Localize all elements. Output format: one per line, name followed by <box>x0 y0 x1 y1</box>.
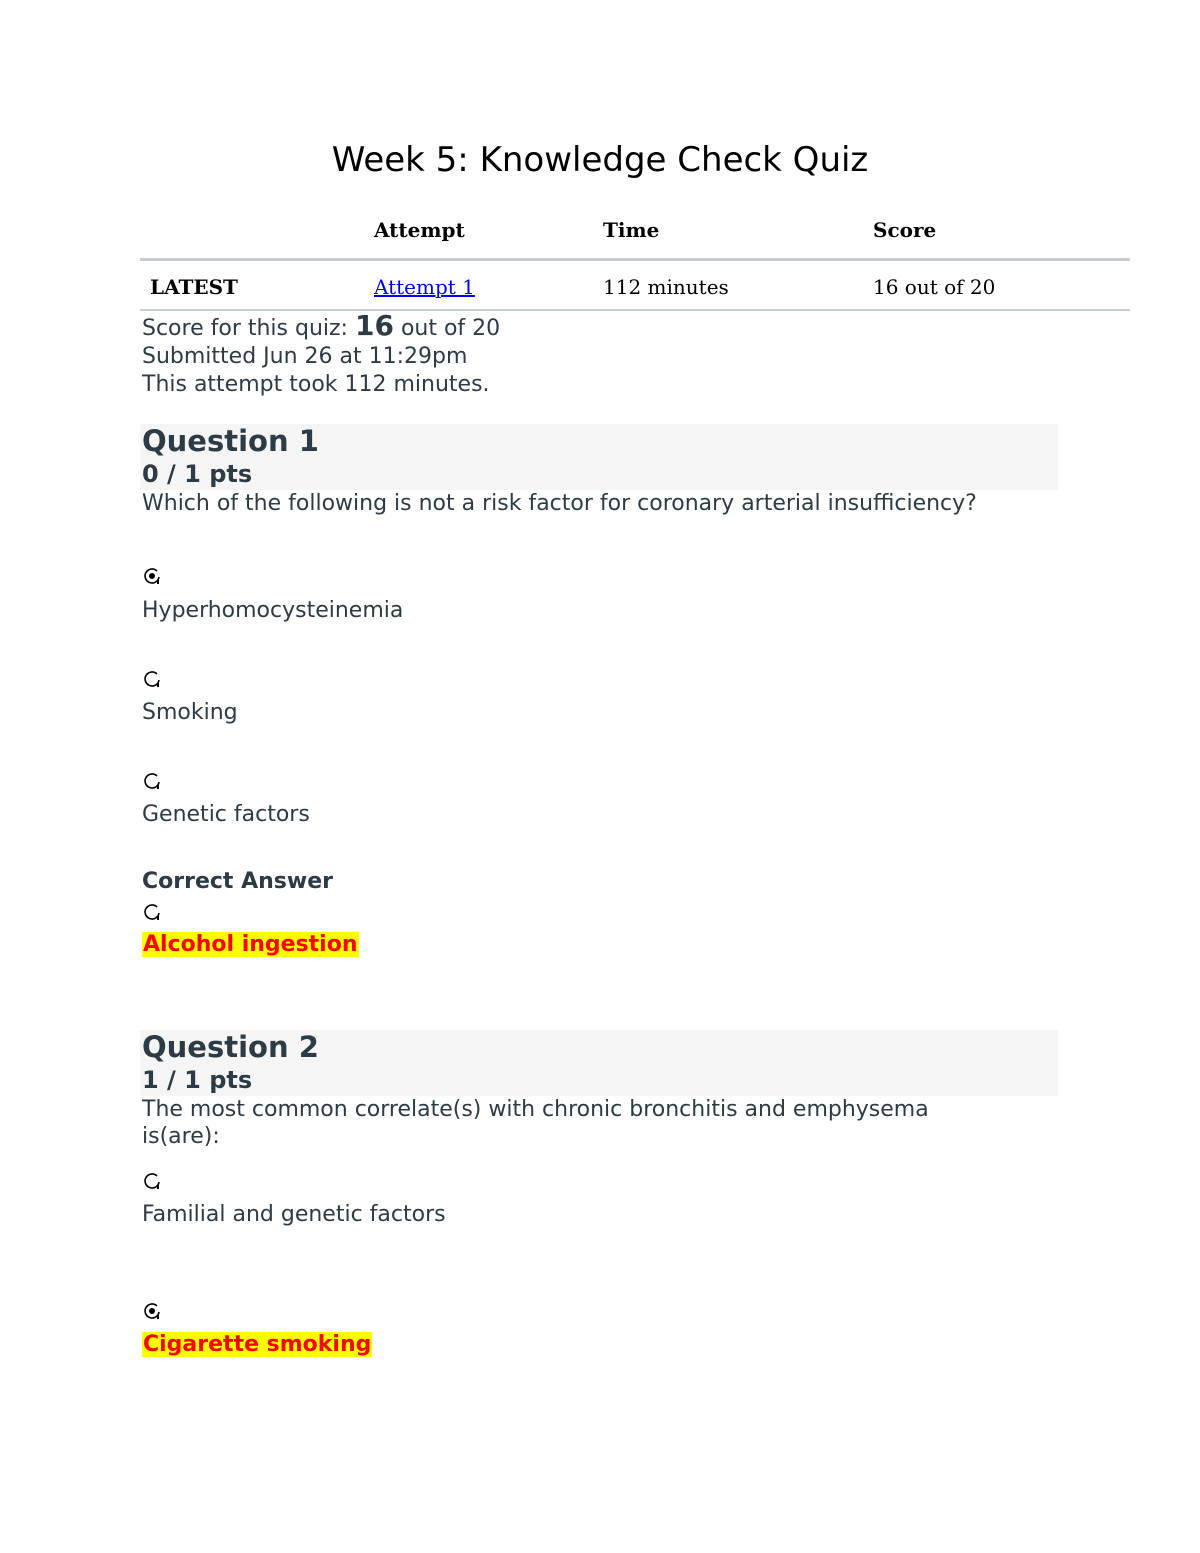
answer-option: Genetic factors <box>142 802 310 827</box>
header-time: Time <box>603 218 660 242</box>
quiz-summary <box>142 309 501 399</box>
question-1-header <box>140 424 1058 490</box>
question-2-header <box>140 1030 1058 1096</box>
header-attempt: Attempt <box>374 218 465 242</box>
answer-option: Familial and genetic factors <box>142 1202 446 1227</box>
score-value: 16 <box>354 309 394 342</box>
question-1-points: 0 / 1 pts <box>142 460 253 488</box>
attempt-time: 112 minutes <box>603 275 729 299</box>
attempt-link[interactable]: Attempt 1 <box>374 275 475 299</box>
score-line <box>142 309 501 343</box>
answer-option: Smoking <box>142 700 238 725</box>
question-2-points: 1 / 1 pts <box>142 1066 253 1094</box>
radio-unselected-icon[interactable] <box>143 772 161 790</box>
radio-unselected-icon[interactable] <box>143 670 161 688</box>
correct-answer-option: Alcohol ingestion <box>143 932 358 957</box>
answer-option: Hyperhomocysteinemia <box>142 598 404 623</box>
header-score: Score <box>873 218 937 242</box>
question-1-text: Which of the following is not a risk factor for coronary arterial insufficiency? <box>142 491 977 516</box>
page-title: Week 5: Knowledge Check Quiz <box>331 140 869 180</box>
attempt-score: 16 out of 20 <box>873 275 996 299</box>
correct-answer-label: Correct Answer <box>142 869 333 894</box>
question-2-title: Question 2 <box>142 1030 319 1064</box>
table-row <box>140 261 1130 311</box>
radio-selected-icon[interactable] <box>143 1302 161 1320</box>
correct-answer-option: Cigarette smoking <box>143 1332 372 1357</box>
radio-unselected-icon[interactable] <box>143 1172 161 1190</box>
question-2-text-line: is(are): <box>142 1124 220 1149</box>
submitted-line: Submitted Jun 26 at 11:29pm <box>142 344 468 369</box>
attempts-table-header <box>140 208 1130 261</box>
duration-line: This attempt took 112 minutes. <box>142 372 490 397</box>
radio-unselected-icon[interactable] <box>143 903 161 921</box>
latest-label: LATEST <box>150 275 238 299</box>
question-1-title: Question 1 <box>142 424 319 458</box>
question-2-text <box>142 1096 1042 1150</box>
radio-selected-icon[interactable] <box>143 567 161 585</box>
question-2-text-line: The most common correlate(s) with chronic bronchitis and emphysema <box>142 1097 929 1122</box>
attempts-table <box>140 208 1130 311</box>
score-suffix: out of 20 <box>400 316 501 341</box>
score-prefix: Score for this quiz: <box>142 316 348 341</box>
